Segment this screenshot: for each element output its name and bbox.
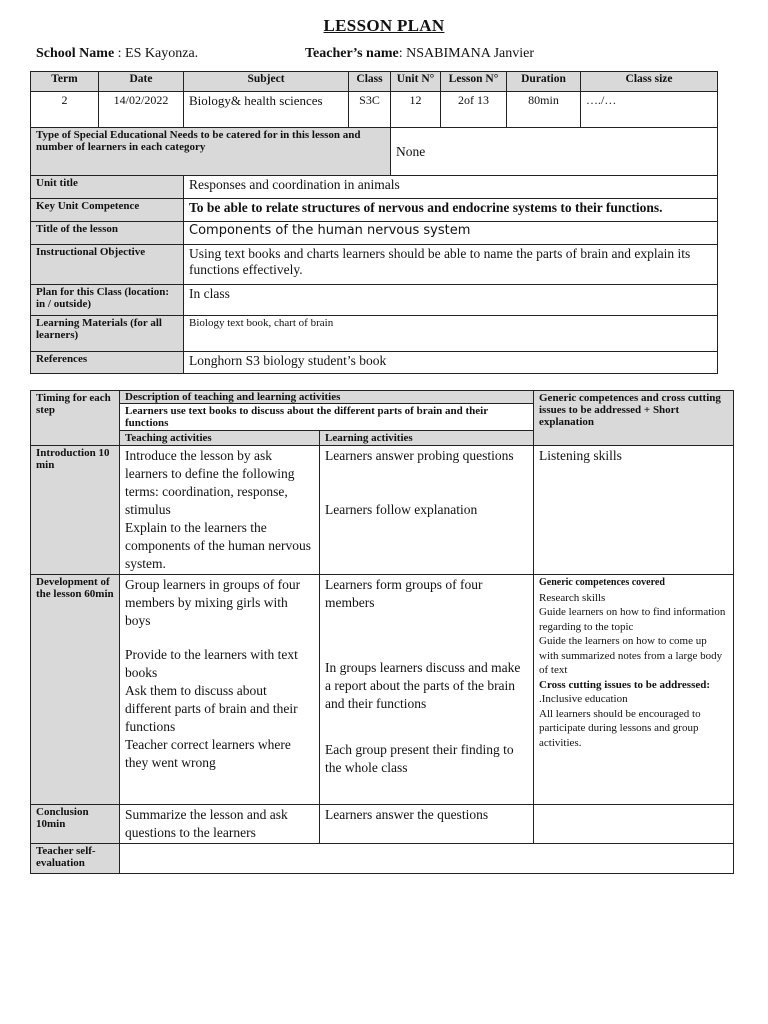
lesson-info-table [30,71,718,374]
intro-teaching-1: Introduce the lesson by ask learners to define the following terms: coordination, response, stimulus [125,448,295,517]
value-class-size: …./… [581,92,718,128]
special-needs-value: None [391,128,718,176]
value-subject: Biology& health sciences [184,92,349,128]
header-duration: Duration [507,72,581,92]
teacher-name-line [305,46,534,62]
school-name-line [36,46,198,62]
value-duration: 80min [507,92,581,128]
description-header: Description of teaching and learning activities [120,391,534,404]
lesson-title-row [31,222,718,245]
school-name-value: : ES Kayonza. [114,46,199,61]
self-eval-row [31,844,734,874]
development-teaching-2: Provide to the learners with text books [125,647,298,680]
value-date: 14/02/2022 [99,92,184,128]
generic-item-1: Research skills [539,591,606,604]
key-competence-row [31,199,718,222]
development-learning-1: Learners form groups of four members [325,577,483,610]
intro-label: Introduction 10 min [31,446,120,575]
references-row [31,352,718,374]
school-name-label: School Name [36,46,115,61]
development-teaching-3: Ask them to discuss about different parts of brain and their functions [125,683,298,734]
activities-table [30,390,734,874]
development-row [31,575,734,805]
value-unit: 12 [391,92,441,128]
lesson-title-value: Components of the human nervous system [184,222,718,245]
cross-cutting-title: Cross cutting issues to be addressed: [539,678,711,691]
objective-label: Instructional Objective [31,245,184,285]
key-competence-value: To be able to relate structures of nervous and endocrine systems to their functions. [184,199,718,222]
header-term: Term [31,72,99,92]
unit-title-row [31,176,718,199]
value-lesson: 2of 13 [441,92,507,128]
conclusion-generic [534,805,734,844]
development-teaching-4: Teacher correct learners where they went wrong [125,737,291,770]
generic-item-6: All learners should be encouraged to participate during lessons and group activities. [539,707,701,749]
intro-row [31,446,734,575]
development-learning-3: Each group present their finding to the whole class [325,742,514,775]
info-header-row [31,72,718,92]
special-needs-label: Type of Special Educational Needs to be catered for in this lesson and number of learners in each category [31,128,391,176]
intro-learning-1: Learners answer probing questions [325,448,514,463]
generic-header: Generic competences and cross cutting issues to be addressed + Short explanation [534,391,734,446]
header-date: Date [99,72,184,92]
header-class: Class [349,72,391,92]
self-eval-label: Teacher self-evaluation [31,844,120,874]
header-class-size: Class size [581,72,718,92]
learning-header: Learning activities [320,431,534,446]
teacher-name-value: : NSABIMANA Janvier [398,46,535,61]
development-teaching [120,575,320,805]
conclusion-learning: Learners answer the questions [320,805,534,844]
materials-value: Biology text book, chart of brain [184,316,718,352]
intro-learning-2: Learners follow explanation [325,502,478,517]
references-value: Longhorn S3 biology student’s book [184,352,718,374]
objective-value: Using text books and charts learners should be able to name the parts of brain and explain its functions effectively. [184,245,718,285]
development-learning-2: In groups learners discuss and make a report about the parts of the brain and their functions [325,660,521,711]
value-class: S3C [349,92,391,128]
plan-location-row [31,285,718,316]
development-teaching-1: Group learners in groups of four members by mixing girls with boys [125,577,301,628]
development-label: Development of the lesson 60min [31,575,120,805]
generic-competences-title: Generic competences covered [539,577,665,588]
header-unit: Unit N° [391,72,441,92]
key-competence-label: Key Unit Competence [31,199,184,222]
materials-label: Learning Materials (for all learners) [31,316,184,352]
value-term: 2 [31,92,99,128]
intro-teaching [120,446,320,575]
plan-location-label: Plan for this Class (location: in / outside) [31,285,184,316]
teaching-header: Teaching activities [120,431,320,446]
references-label: References [31,352,184,374]
description-sub: Learners use text books to discuss about the different parts of brain and their functions [120,404,534,431]
unit-title-label: Unit title [31,176,184,199]
conclusion-row [31,805,734,844]
header-lesson: Lesson N° [441,72,507,92]
self-eval-value [120,844,734,874]
teacher-name-label: Teacher’s name [305,46,399,61]
lesson-title-label: Title of the lesson [31,222,184,245]
info-values-row [31,92,718,128]
materials-row [31,316,718,352]
unit-title-value: Responses and coordination in animals [184,176,718,199]
header-subject: Subject [184,72,349,92]
activities-header-row [31,391,734,404]
generic-item-5: .Inclusive education [539,693,628,705]
plan-location-value: In class [184,285,718,316]
intro-generic: Listening skills [534,446,734,575]
conclusion-label: Conclusion 10min [31,805,120,844]
generic-item-2: Guide learners on how to find information regarding to the topic [539,606,726,633]
timing-header: Timing for each step [31,391,120,446]
development-generic [534,575,734,805]
intro-teaching-2: Explain to the learners the components of the human nervous system. [125,520,311,571]
development-learning [320,575,534,805]
objective-row [31,245,718,285]
generic-item-3: Guide the learners on how to come up with summarized notes from a large body of text [539,635,723,676]
page-title: LESSON PLAN [323,16,445,35]
intro-learning [320,446,534,575]
special-needs-row [31,128,718,176]
conclusion-teaching: Summarize the lesson and ask questions to the learners [120,805,320,844]
